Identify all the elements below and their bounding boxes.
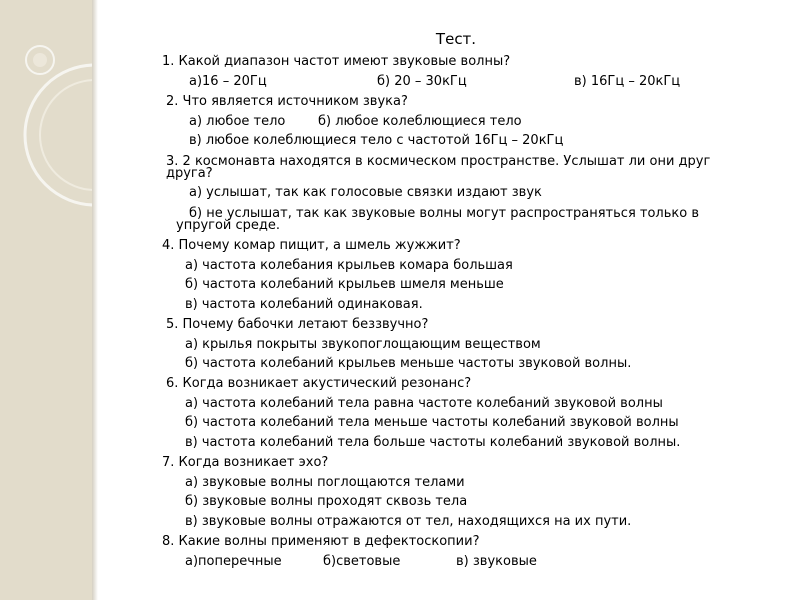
answer-3a: а) услышат, так как голосовые связки издают звук (189, 185, 542, 200)
answer-3b-line-1: б) не услышат, так как звуковые волны могут распространяться только в (189, 206, 699, 221)
answer-8b: б)световые (323, 554, 401, 569)
answer-6c: в) частота колебаний тела больше частоты колебаний звуковой волны. (185, 435, 681, 450)
question-2: 2. Что является источником звука? (166, 94, 408, 109)
page-title: Тест. (435, 30, 477, 48)
decorative-rings-icon (0, 0, 92, 600)
question-3-line-1: 3. 2 космонавта находятся в космическом пространстве. Услышат ли они друг (166, 154, 711, 169)
answer-2a: а) любое тело (189, 114, 286, 129)
answer-2c: в) любое колеблющиеся тело с частотой 16Гц – 20кГц (189, 133, 564, 148)
decorative-side-band (0, 0, 92, 600)
answer-4b: б) частота колебаний крыльев шмеля меньше (185, 277, 504, 292)
answer-7b: б) звуковые волны проходят сквозь тела (185, 494, 468, 509)
answer-8c: в) звуковые (456, 554, 537, 569)
question-8: 8. Какие волны применяют в дефектоскопии? (162, 534, 480, 549)
answer-1a: а)16 – 20Гц (189, 74, 267, 89)
answer-6b: б) частота колебаний тела меньше частоты колебаний звуковой волны (185, 415, 679, 430)
band-edge (92, 0, 98, 600)
answer-2b: б) любое колеблющиеся тело (318, 114, 522, 129)
question-6: 6. Когда возникает акустический резонанс? (166, 376, 472, 391)
answer-1b: б) 20 – 30кГц (377, 74, 467, 89)
answer-4c: в) частота колебаний одинаковая. (185, 297, 423, 312)
question-4: 4. Почему комар пищит, а шмель жужжит? (162, 238, 461, 253)
answer-8a: а)поперечные (185, 554, 282, 569)
answer-3b-line-2: упругой среде. (176, 218, 281, 233)
answer-5b: б) частота колебаний крыльев меньше частоты звуковой волны. (185, 356, 632, 371)
answer-7a: а) звуковые волны поглощаются телами (185, 475, 465, 490)
answer-7c: в) звуковые волны отражаются от тел, находящихся на их пути. (185, 514, 632, 529)
question-7: 7. Когда возникает эхо? (162, 455, 329, 470)
question-5: 5. Почему бабочки летают беззвучно? (166, 317, 429, 332)
answer-1c: в) 16Гц – 20кГц (574, 74, 681, 89)
answer-6a: а) частота колебаний тела равна частоте колебаний звуковой волны (185, 396, 663, 411)
question-3-line-2: друга? (166, 166, 213, 181)
answer-5a: а) крылья покрыты звукопоглощающим веществом (185, 337, 541, 352)
answer-4a: а) частота колебания крыльев комара большая (185, 258, 513, 273)
question-1: 1. Какой диапазон частот имеют звуковые волны? (162, 54, 511, 69)
